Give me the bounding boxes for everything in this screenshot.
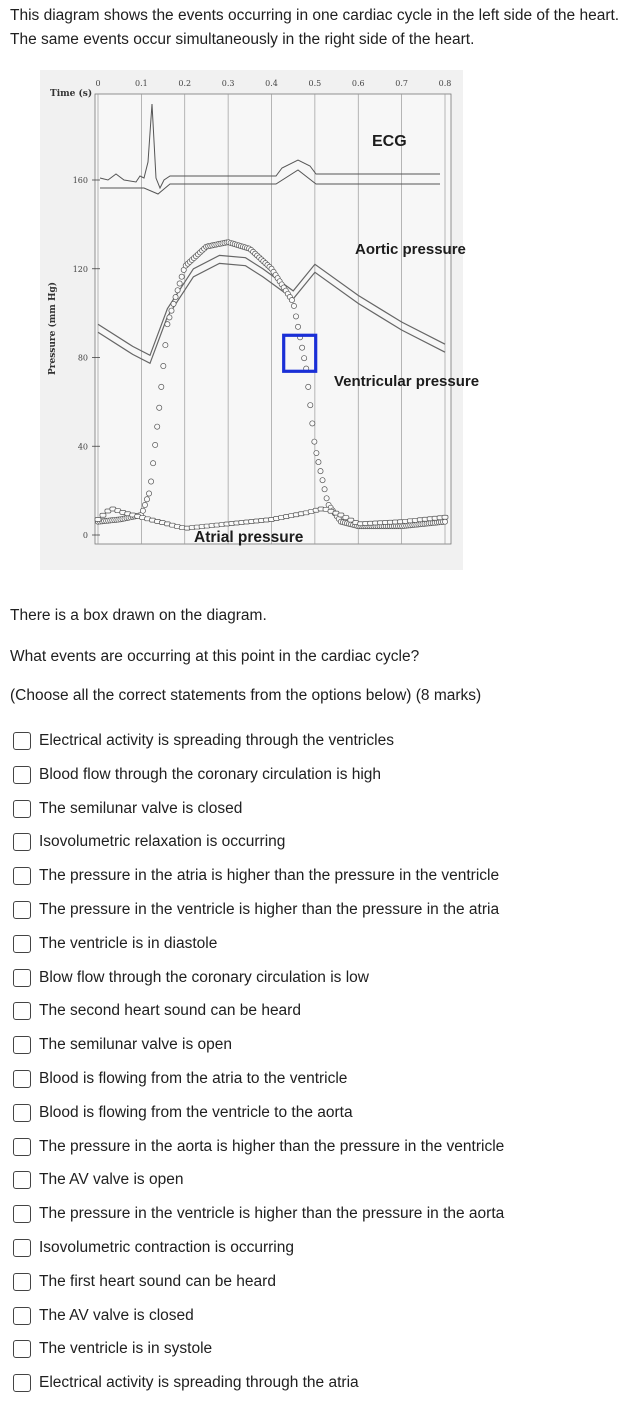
option-checkbox[interactable] [13,867,31,885]
option-1[interactable] [13,728,394,754]
aortic-pressure-label: Aortic pressure [355,241,466,258]
ventricular-pressure-point [167,315,172,320]
option-checkbox[interactable] [13,1374,31,1392]
option-checkbox[interactable] [13,901,31,919]
option-label: Isovolumetric relaxation is occurring [39,833,286,851]
option-checkbox[interactable] [13,833,31,851]
ventricular-pressure-point [291,303,296,308]
atrial-pressure-point [442,515,448,519]
option-checkbox[interactable] [13,1340,31,1358]
option-label: The AV valve is closed [39,1306,194,1324]
ventricular-pressure-point [324,496,329,501]
ventricular-pressure-point [142,502,147,507]
time-tick: 0.4 [265,79,278,88]
option-label: The ventricle is in diastole [39,934,218,952]
ventricular-pressure-point [179,274,184,279]
option-checkbox[interactable] [13,1171,31,1189]
option-3[interactable] [13,796,242,822]
ventricular-pressure-point [153,442,158,447]
ventricular-pressure-label: Ventricular pressure [334,373,480,390]
option-label: The pressure in the aorta is higher than the pressure in the ventricle [39,1137,505,1155]
time-tick: 0.5 [308,79,322,88]
option-6[interactable] [13,897,499,923]
option-label: Electrical activity is spreading through the atria [39,1374,359,1392]
option-4[interactable] [13,829,285,855]
ventricular-pressure-point [293,314,298,319]
option-checkbox[interactable] [13,1273,31,1291]
ventricular-pressure-point [159,384,164,389]
option-label: The second heart sound can be heard [39,1002,301,1020]
ventricular-pressure-point [318,469,323,474]
option-8[interactable] [13,965,369,991]
option-label: The ventricle is in systole [39,1340,213,1358]
ventricular-pressure-point [322,487,327,492]
ventricular-pressure-point [171,301,176,306]
ventricular-pressure-point [442,519,447,524]
option-label: Isovolumetric contraction is occurring [39,1239,294,1256]
ventricular-pressure-point [151,461,156,466]
option-checkbox[interactable] [13,800,31,818]
option-7[interactable] [13,931,217,957]
option-checkbox[interactable] [13,1138,31,1156]
option-20[interactable] [13,1370,359,1396]
option-11[interactable] [13,1066,347,1092]
pressure-tick: 40 [77,442,88,452]
option-checkbox[interactable] [13,1239,31,1257]
ventricular-pressure-point [295,324,300,329]
ventricular-pressure-point [316,459,321,464]
ventricular-pressure-point [306,384,311,389]
ventricular-pressure-point [148,479,153,484]
ventricular-pressure-point [300,345,305,350]
option-19[interactable] [13,1336,212,1362]
time-tick: 0.3 [221,79,235,88]
pressure-tick: 160 [72,176,88,185]
time-tick: 0.8 [438,79,452,88]
cardiac-cycle-diagram [40,70,480,570]
instruction-text: (Choose all the correct statements from the options below) (8 marks) [10,687,482,704]
ventricular-pressure-point [302,356,307,361]
option-14[interactable] [13,1167,183,1193]
option-9[interactable] [13,998,301,1024]
ventricular-pressure-point [155,424,160,429]
option-17[interactable] [13,1269,276,1295]
option-checkbox[interactable] [13,1104,31,1122]
option-12[interactable] [13,1100,353,1126]
option-10[interactable] [13,1032,232,1058]
option-label: Electrical activity is spreading through the ventricles [39,732,394,749]
pressure-axis-label: Pressure (mm Hg) [48,281,58,375]
ventricular-pressure-point [289,297,294,302]
option-checkbox[interactable] [13,1205,31,1223]
question-text: What events are occurring at this point in the cardiac cycle? [10,648,420,665]
option-15[interactable] [13,1201,504,1227]
option-18[interactable] [13,1303,194,1329]
option-label: Blood is flowing from the atria to the ventricle [39,1070,348,1087]
ventricular-pressure-point [314,450,319,455]
ventricular-pressure-point [165,322,170,327]
option-label: The semilunar valve is open [39,1036,232,1054]
option-16[interactable] [13,1235,294,1261]
ventricular-pressure-point [157,405,162,410]
ventricular-pressure-point [308,403,313,408]
option-checkbox[interactable] [13,969,31,987]
time-tick: 0 [95,79,101,88]
option-checkbox[interactable] [13,1036,31,1054]
time-tick: 0.2 [178,79,192,88]
ventricular-pressure-point [161,363,166,368]
ventricular-pressure-point [177,281,182,286]
option-checkbox[interactable] [13,935,31,953]
atrial-pressure-point [95,517,101,521]
intro-text: This diagram shows the events occurring in one cardiac cycle in the left side of the heart. The same events occur simultaneously in the right side of the heart. [10,7,620,48]
ventricular-pressure-point [146,491,151,496]
atrial-pressure-point [100,513,106,517]
option-checkbox[interactable] [13,1002,31,1020]
pressure-tick: 0 [82,531,88,540]
option-checkbox[interactable] [13,1307,31,1325]
ventricular-pressure-point [312,439,317,444]
atrial-pressure-label: Atrial pressure [194,529,304,546]
time-tick: 0.6 [351,79,365,88]
pressure-tick: 80 [77,353,88,363]
option-label: Blood flow through the coronary circulation is high [39,765,382,783]
pressure-tick: 120 [72,264,88,274]
option-label: The AV valve is open [39,1171,184,1189]
ventricular-pressure-point [175,288,180,293]
ventricular-pressure-point [140,508,145,513]
option-checkbox[interactable] [13,732,31,750]
option-13[interactable] [13,1134,504,1160]
option-label: The first heart sound can be heard [39,1272,276,1290]
option-label: Blood is flowing from the ventricle to the aorta [39,1103,353,1121]
option-label: The pressure in the atria is higher than the pressure in the ventricle [39,867,500,885]
ventricular-pressure-point [173,294,178,299]
option-label: The pressure in the ventricle is higher than the pressure in the atria [39,901,500,918]
ventricular-pressure-point [169,308,174,313]
time-tick: 0.7 [395,79,408,88]
option-checkbox[interactable] [13,1070,31,1088]
ventricular-pressure-point [310,421,315,426]
ventricular-pressure-point [320,478,325,483]
time-axis-label: Time (s) [50,89,93,99]
option-label: Blow flow through the coronary circulation is low [39,968,369,986]
time-tick: 0.1 [135,79,148,88]
ecg-label: ECG [372,133,407,150]
option-label: The semilunar valve is closed [39,799,243,817]
option-5[interactable] [13,863,499,889]
question-intro: There is a box drawn on the diagram. [10,607,267,624]
ventricular-pressure-point [144,497,149,502]
option-label: The pressure in the ventricle is higher than the pressure in the aorta [39,1205,505,1223]
option-2[interactable] [13,762,381,788]
ventricular-pressure-point [163,343,168,348]
option-checkbox[interactable] [13,766,31,784]
